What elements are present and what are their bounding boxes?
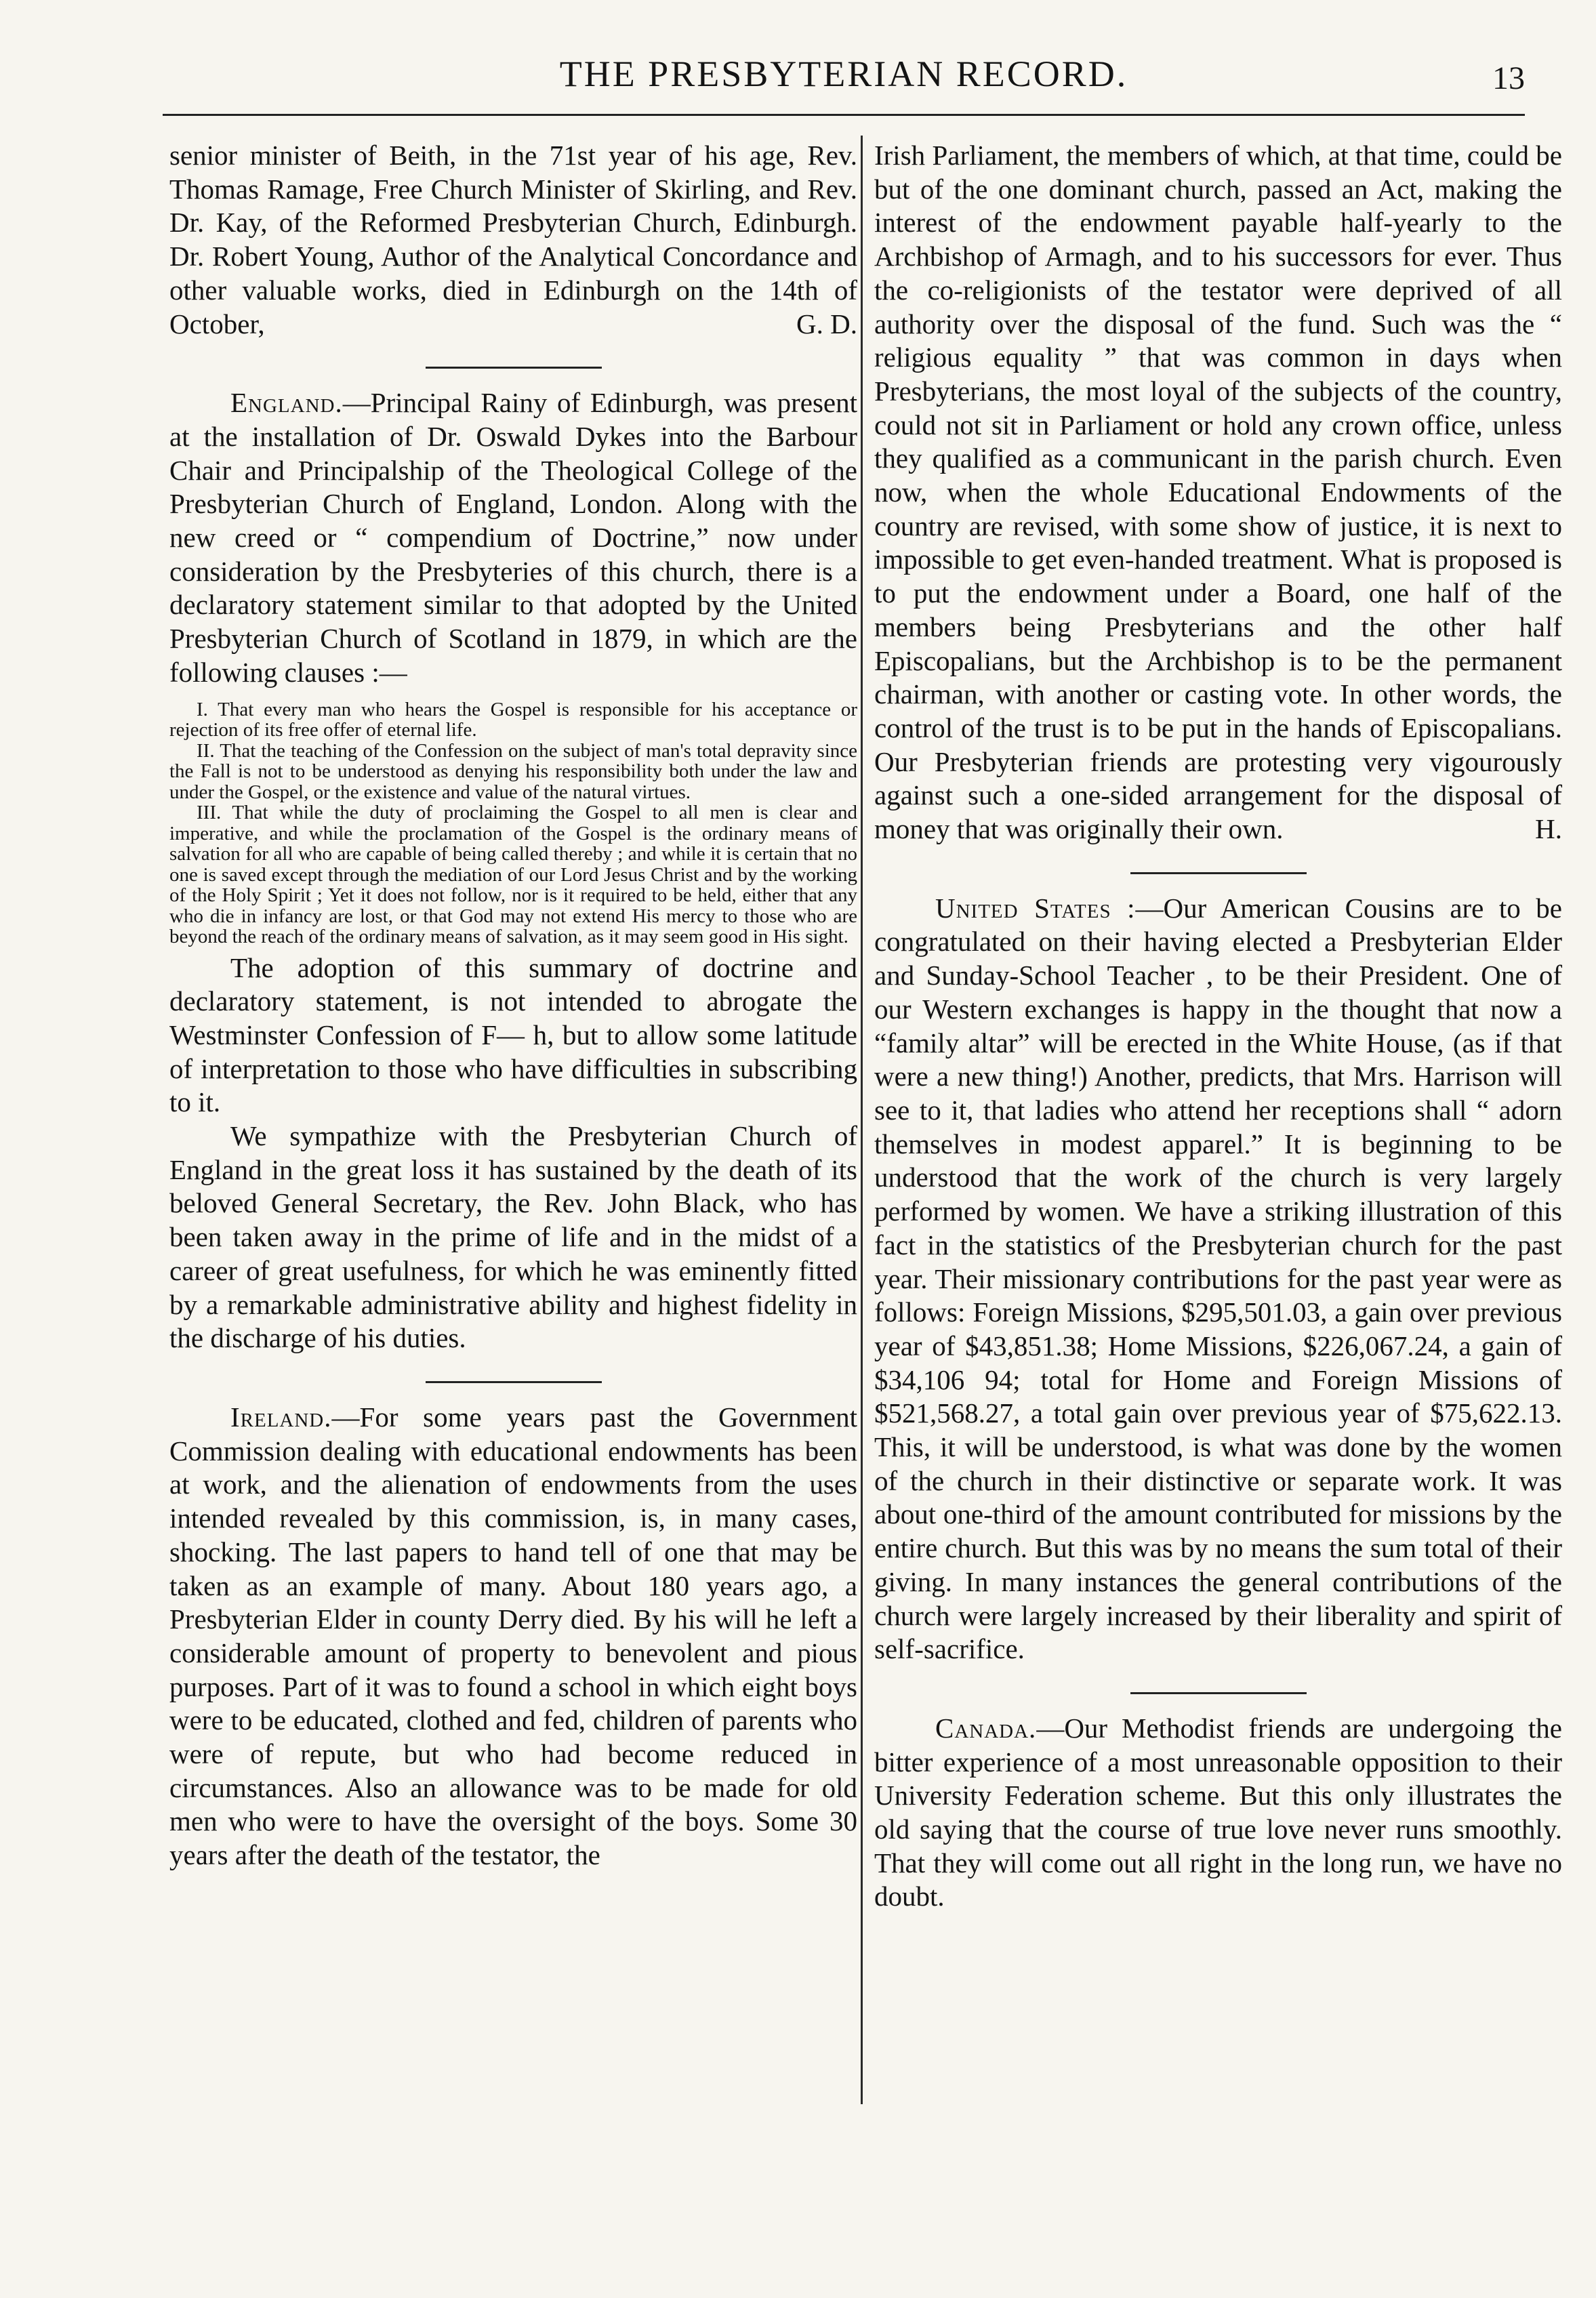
ireland-continuation-text: Irish Parliament, the members of which, at that time, could be but of the one dominant church, passed an Act, making the interest of the endowment payable half-yearly to the Archbishop of Armagh, and to his successors for ever. Thus the co-religionists of the testator were deprived of all authority over the disposal of the fund. Such was the “ religious equality ” that was common in days when Presbyterians, the most loyal of the subjects of the country, could not sit in Parliament or hold any crown office, unless they qualified as a communicant in the parish church. Even now, when the whole Educational Endowments of the country are revised, with some show of justice, it is next to impossible to get even-handed treatment. What is proposed is to put the endowment under a Board, one half of the members being Presbyterians and the other half Episcopalians, but the Archbishop is to be the permanent chairman, with another or casting vote. In other words, the control of the trust is to be put in the hands of Episcopalians. Our Presbyterian friends are protesting very vigourously against such a one-sided arrangement for the disposal of money that was originally their own.: [874, 140, 1562, 845]
scotland-continuation: [169, 139, 857, 341]
ireland-text: —For some years past the Government Commission dealing with educational endowments has been at work, and the alienation of endowments from the uses intended revealed by this commission, is, in many cases, shocking. The last papers to hand tell of one that may be taken as an example of many. About 180 years ago, a Presbyterian Elder in county Derry died. By his will he left a considerable amount of property to benevolent and pious purposes. Part of it was to found a school in which eight boys were to be educated, clothed and fed, children of parents who were of repute, but who had become reduced in circumstances. Also an allowance was to be made for old men who were to have the oversight of the boys. Some 30 years after the death of the testator, the: [169, 1401, 857, 1871]
clause-1: I. That every man who hears the Gospel is responsible for his acceptance or rejection of its free offer of eternal life.: [169, 698, 857, 741]
section-divider: [1130, 872, 1307, 874]
running-title: THE PRESBYTERIAN RECORD.: [559, 54, 1128, 94]
section-divider: [426, 1381, 602, 1383]
ireland-heading: Ireland.: [230, 1401, 332, 1433]
right-column: [874, 139, 1562, 1914]
header-rule: [163, 114, 1525, 116]
declaratory-clauses: [169, 699, 857, 947]
england-paragraph-3: We sympathize with the Presbyterian Church of England in the great loss it has sustained by the death of its beloved General Secretary, the Rev. John Black, who has been taken away in the prime of life and in the midst of a career of great usefulness, for which he was eminently fitted by a remarkable administrative ability and highest fidelity in the discharge of his duties.: [169, 1120, 857, 1354]
canada-heading: Canada.: [935, 1712, 1037, 1744]
clause-3: III. That while the duty of proclaiming the Gospel to all men is clear and imperative, and while the proclamation of the Gospel is the ordinary means of salvation for all who are capable of being called thereby ; and while it is certain that no one is saved except through the mediation of our Lord Jesus Christ and by the working of the Holy Spirit ; Yet it does not follow, nor is it required to be held, either that any who die in infancy are lost, or that God may not extend His mercy to those who are beyond the reach of the ordinary means of salvation, as it may seem good in His sight.: [169, 802, 857, 948]
ireland-signature: H.: [1535, 813, 1562, 845]
england-section: [169, 386, 857, 689]
section-divider: [426, 367, 602, 369]
scotland-text: senior minister of Beith, in the 71st year of his age, Rev. Thomas Ramage, Free Church Minister of Skirling, and Rev. Dr. Kay, of the Reformed Presbyterian Church, Edinburgh. Dr. Robert Young, Author of the Analytical Concordance and other valuable works, died in Edinburgh on the 14th of October,: [169, 140, 857, 340]
united-states-section: [874, 892, 1562, 1666]
ireland-continuation: [874, 139, 1562, 846]
england-paragraph-2: The adoption of this summary of doctrine and declaratory statement, is not intended to abrogate the Westminster Confession of F— h, but to allow some latitude of interpretation to those who have difficulties in subscribing to it.: [169, 951, 857, 1118]
clause-2: II. That the teaching of the Confession on the subject of man's total depravity since the Fall is not to be understood as denying his responsibility both under the law and under the Gospel, or the existence and value of the natural virtues.: [169, 739, 857, 803]
ireland-section: [169, 1401, 857, 1872]
left-column: [169, 139, 857, 1872]
canada-section: [874, 1712, 1562, 1914]
united-states-text: —Our American Cousins are to be congratulated on their having elected a Presbyterian Elder and Sunday-School Teacher , to be their President. One of our Western exchanges is happy in the thought that now a “family altar” will be erected in the White House, (as if that were a new thing!) Another, predicts, that Mrs. Harrison will see to it, that ladies who attend her receptions shall “ adorn themselves in modest apparel.” It is beginning to be understood that the work of the church is very largely performed by women. We have a striking illustration of this fact in the statistics of the Presbyterian church for the past year. Their missionary contributions for the past year were as follows: Foreign Missions, $295,501.03, a gain over previous year of $43,851.38; Home Missions, $226,067.24, a gain of $34,106 94; total for Home and Foreign Missions of $521,568.27, a total gain over previous year of $75,622.13. This, it will be understood, is what was done by the women of the church in their distinctive or separate work. It was about one-third of the amount contributed for missions by the entire church. But this was by no means the sum total of their giving. In many instances the general contributions of the church were largely increased by their liberality and spirit of self-sacrifice.: [874, 892, 1562, 1665]
canada-text: —Our Methodist friends are undergoing the bitter experience of a most unreasonable opposition to their University Federation scheme. But this only illustrates the old saying that the course of true love never runs smoothly. That they will come out all right in the long run, we have no doubt.: [874, 1712, 1562, 1912]
scotland-signature: G. D.: [796, 308, 857, 340]
column-divider: [861, 136, 863, 2104]
page-header: [163, 47, 1525, 102]
england-heading: England.: [230, 387, 343, 419]
page-number: 13: [1492, 60, 1525, 96]
england-text: —Principal Rainy of Edinburgh, was present at the installation of Dr. Oswald Dykes into the Barbour Chair and Principalship of the Theological College of the Presbyterian Church of England, London. Along with the new creed or “ compendium of Doctrine,” now under consideration by the Presbyteries of this church, there is a declaratory statement similar to that adopted by the United Presbyterian Church of Scotland in 1879, in which are the following clauses :—: [169, 387, 857, 688]
section-divider: [1130, 1692, 1307, 1694]
united-states-heading: United States :: [935, 892, 1136, 924]
